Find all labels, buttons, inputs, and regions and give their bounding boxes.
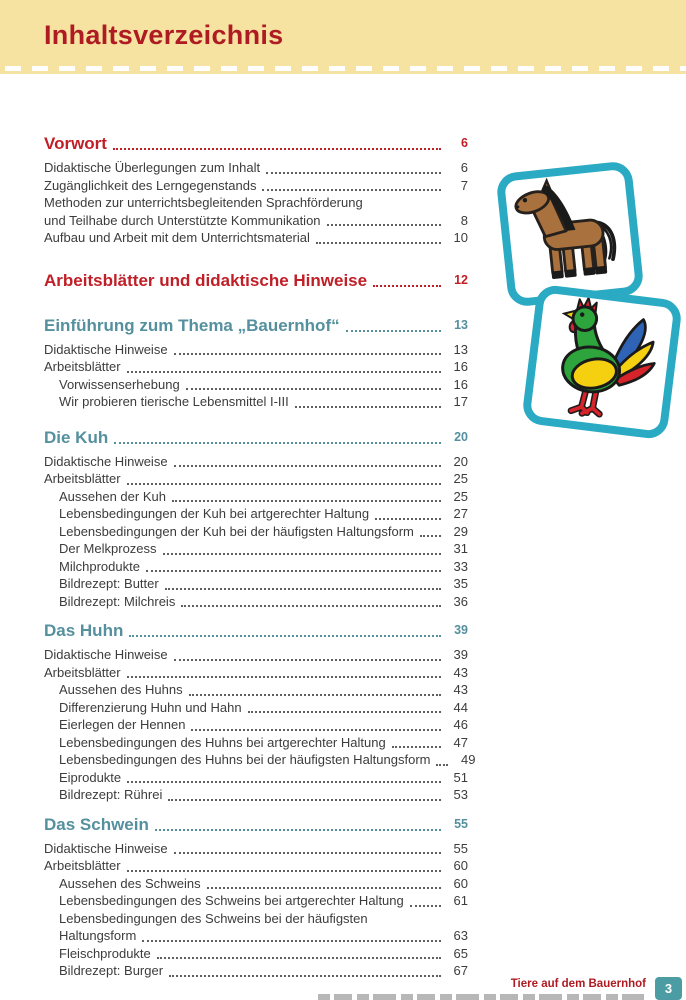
horse-card — [495, 160, 644, 307]
dotted-leader — [181, 605, 441, 607]
toc-entry-label: Fleischprodukte — [59, 945, 151, 961]
toc-section — [44, 132, 468, 247]
toc-entry — [44, 376, 468, 394]
toc-entry-label: Milchprodukte — [59, 558, 140, 574]
toc-section-heading — [44, 619, 468, 642]
toc-section — [44, 314, 468, 411]
toc-section-heading — [44, 314, 468, 337]
toc-entry — [44, 393, 468, 411]
page-footer — [0, 970, 686, 1000]
dotted-leader — [163, 553, 441, 555]
toc-entry — [44, 194, 468, 212]
toc-page-number: 20 — [454, 429, 468, 444]
dotted-leader — [127, 676, 441, 678]
toc-entry-label: Methoden zur unterrichtsbegleitenden Sprachförderung — [44, 195, 363, 210]
footer-page-badge: 3 — [655, 977, 682, 1000]
toc-page-number: 10 — [453, 230, 468, 245]
toc-entry — [44, 505, 468, 523]
toc-page-number: 17 — [453, 394, 468, 409]
toc-section-heading — [44, 426, 468, 449]
toc-entry — [44, 840, 468, 858]
rooster-card — [521, 284, 683, 441]
toc-page-number: 67 — [453, 963, 468, 978]
toc-page-number: 27 — [453, 506, 468, 521]
dotted-leader — [174, 353, 441, 355]
toc-page-number: 47 — [453, 734, 468, 750]
footer-fineprint-cutoff — [318, 994, 644, 1000]
toc-page-number: 13 — [453, 341, 468, 357]
toc-entry-label: Haltungsform — [59, 928, 137, 943]
toc-entry-label: Arbeitsblätter — [44, 858, 121, 873]
toc-entry-label: Bildrezept: Burger — [59, 963, 164, 978]
toc-section-title: Die Kuh — [44, 427, 109, 447]
dotted-leader — [266, 172, 441, 174]
footer-book-title: Tiere auf dem Bauernhof — [510, 978, 646, 990]
dotted-leader — [142, 940, 441, 942]
dotted-leader — [174, 465, 441, 467]
toc-section-heading — [44, 132, 468, 155]
toc-page-number: 49 — [461, 752, 476, 767]
toc-page-number: 65 — [453, 945, 468, 961]
toc-section — [44, 813, 468, 980]
page-header — [0, 0, 686, 74]
toc-entry — [44, 664, 468, 682]
toc-entry — [44, 177, 468, 195]
toc-entry-label: Vorwissenserhebung — [59, 376, 180, 392]
dotted-leader — [129, 635, 441, 637]
toc-entry — [44, 540, 468, 558]
toc-entry-label: Wir probieren tierische Lebensmittel I-III — [59, 394, 289, 409]
toc-page-number: 7 — [460, 177, 468, 193]
toc-entry — [44, 892, 468, 910]
toc-entry — [44, 716, 468, 734]
toc-page-number: 16 — [453, 359, 468, 374]
dotted-leader — [373, 285, 441, 287]
toc-page-number: 31 — [453, 541, 468, 556]
toc-page-number: 46 — [453, 717, 468, 732]
dotted-leader — [127, 781, 441, 783]
toc-entry-label: Arbeitsblätter — [44, 471, 121, 486]
dotted-leader — [375, 518, 441, 520]
dotted-leader — [127, 371, 441, 373]
toc-page-number: 36 — [453, 593, 468, 609]
toc-entry-label: und Teilhabe durch Unterstützte Kommunikation — [44, 212, 321, 228]
dotted-leader — [189, 694, 441, 696]
toc-page-number: 6 — [461, 136, 468, 150]
toc-page-number: 6 — [460, 160, 468, 175]
horse-illustration — [504, 169, 636, 299]
toc-section — [44, 619, 476, 804]
toc-entry-label: Der Melkprozess — [59, 541, 157, 556]
dotted-leader — [174, 852, 441, 854]
toc-page-number: 33 — [453, 558, 468, 574]
toc-entry-label: Didaktische Hinweise — [44, 647, 168, 662]
toc-page-number: 63 — [453, 928, 468, 943]
dotted-leader — [436, 764, 448, 766]
dotted-leader — [114, 442, 441, 444]
toc-entry — [44, 927, 468, 945]
toc-entry-label: Lebensbedingungen der Kuh bei artgerechter Haltung — [59, 506, 370, 521]
toc-page-number: 39 — [454, 623, 468, 637]
toc-page-number: 51 — [453, 769, 468, 785]
toc-page-number: 13 — [454, 317, 468, 332]
toc-entry-label: Lebensbedingungen des Schweins bei artgerechter Haltung — [59, 893, 404, 908]
toc-entry — [44, 699, 468, 717]
toc-page-number: 60 — [453, 875, 468, 891]
rooster-illustration — [530, 293, 674, 432]
toc-entry-label: Lebensbedingungen des Schweins bei der häufigsten — [59, 910, 368, 926]
dotted-leader — [262, 189, 441, 191]
dotted-leader — [155, 829, 441, 831]
toc-entry-label: Lebensbedingungen des Huhns bei der häufigsten Haltungsform — [59, 752, 431, 767]
toc-entry-label: Didaktische Hinweise — [44, 341, 168, 357]
toc-entry — [44, 646, 468, 664]
toc-entry — [44, 786, 468, 804]
dotted-leader — [420, 535, 441, 537]
toc-entry — [44, 945, 468, 963]
dotted-leader — [295, 406, 441, 408]
toc-entry-label: Differenzierung Huhn und Hahn — [59, 699, 242, 715]
toc-entry — [44, 857, 468, 875]
toc-section-heading — [44, 269, 468, 292]
toc-page-number: 43 — [453, 682, 468, 697]
toc-section-title: Das Schwein — [44, 814, 149, 834]
page-title: Inhaltsverzeichnis — [44, 20, 284, 50]
toc-entry — [44, 488, 468, 506]
toc-page-number: 43 — [453, 664, 468, 680]
toc-entry-label: Didaktische Überlegungen zum Inhalt — [44, 160, 261, 175]
toc-entry-label: Didaktische Hinweise — [44, 840, 168, 856]
toc-entry — [44, 453, 468, 471]
toc-entry-label: Bildrezept: Butter — [59, 576, 159, 591]
dotted-leader — [316, 242, 441, 244]
toc-section — [44, 269, 468, 292]
dashed-divider — [0, 66, 686, 71]
dotted-leader — [172, 500, 441, 502]
toc-section-title: Das Huhn — [44, 621, 124, 640]
toc-entry-label: Arbeitsblätter — [44, 664, 121, 680]
toc-page-number: 25 — [453, 471, 468, 486]
toc-entry — [44, 593, 468, 611]
toc-page-number: 12 — [454, 272, 468, 287]
toc-page-number: 60 — [453, 858, 468, 873]
toc-entry-label: Bildrezept: Rührei — [59, 787, 163, 802]
toc-page-number: 25 — [453, 488, 468, 504]
toc-entry — [44, 358, 468, 376]
dotted-leader — [392, 746, 441, 748]
toc-page-number: 55 — [454, 816, 468, 831]
toc-entry — [44, 910, 468, 928]
toc-section-title: Arbeitsblätter und didaktische Hinweise — [44, 270, 368, 290]
toc-page-number: 20 — [453, 453, 468, 469]
toc-entry — [44, 575, 468, 593]
toc-entry — [44, 470, 468, 488]
toc-section-title: Vorwort — [44, 134, 107, 153]
toc-entry-label: Lebensbedingungen der Kuh bei der häufigsten Haltungsform — [59, 523, 414, 539]
dotted-leader — [327, 224, 441, 226]
toc-entry — [44, 558, 468, 576]
toc-entry-label: Eiprodukte — [59, 769, 122, 785]
toc-entry — [44, 229, 468, 247]
dotted-leader — [174, 659, 441, 661]
toc-page-number: 39 — [453, 647, 468, 662]
toc-entry — [44, 681, 468, 699]
toc-entry — [44, 159, 468, 177]
toc-entry-label: Aussehen des Huhns — [59, 682, 183, 697]
table-of-contents — [44, 74, 476, 980]
dotted-leader — [410, 905, 441, 907]
toc-entry-label: Zugänglichkeit des Lerngegenstands — [44, 177, 257, 193]
toc-entry-label: Arbeitsblätter — [44, 359, 121, 374]
toc-entry — [44, 212, 468, 230]
toc-entry-label: Didaktische Hinweise — [44, 453, 168, 469]
toc-page-number: 61 — [453, 893, 468, 908]
toc-entry-label: Aufbau und Arbeit mit dem Unterrichtsmaterial — [44, 230, 310, 245]
toc-entry — [44, 341, 468, 359]
toc-entry-label: Bildrezept: Milchreis — [59, 593, 176, 609]
dotted-leader — [157, 957, 441, 959]
toc-entry-label: Eierlegen der Hennen — [59, 717, 186, 732]
dotted-leader — [127, 870, 441, 872]
toc-page-number: 29 — [453, 523, 468, 539]
dotted-leader — [165, 588, 441, 590]
toc-page-number: 53 — [453, 787, 468, 802]
dotted-leader — [146, 570, 441, 572]
dotted-leader — [191, 729, 441, 731]
dotted-leader — [113, 148, 441, 150]
toc-entry — [44, 769, 468, 787]
dotted-leader — [186, 388, 441, 390]
toc-page-number: 16 — [453, 376, 468, 392]
toc-page-number: 35 — [453, 576, 468, 591]
toc-entry — [44, 751, 476, 769]
toc-entry-label: Aussehen des Schweins — [59, 875, 201, 891]
toc-page-number: 8 — [460, 212, 468, 228]
dotted-leader — [168, 799, 441, 801]
toc-page-number: 55 — [453, 840, 468, 856]
dotted-leader — [207, 887, 441, 889]
toc-section — [44, 426, 468, 611]
toc-entry — [44, 523, 468, 541]
toc-entry-label: Aussehen der Kuh — [59, 488, 166, 504]
toc-section-heading — [44, 813, 468, 836]
toc-page-number: 44 — [453, 699, 468, 715]
toc-section-title: Einführung zum Thema „Bauernhof“ — [44, 315, 340, 335]
toc-entry-label: Lebensbedingungen des Huhns bei artgerechter Haltung — [59, 734, 386, 750]
dotted-leader — [346, 330, 441, 332]
toc-entry — [44, 875, 468, 893]
dotted-leader — [127, 483, 441, 485]
toc-entry — [44, 734, 468, 752]
dotted-leader — [248, 711, 441, 713]
